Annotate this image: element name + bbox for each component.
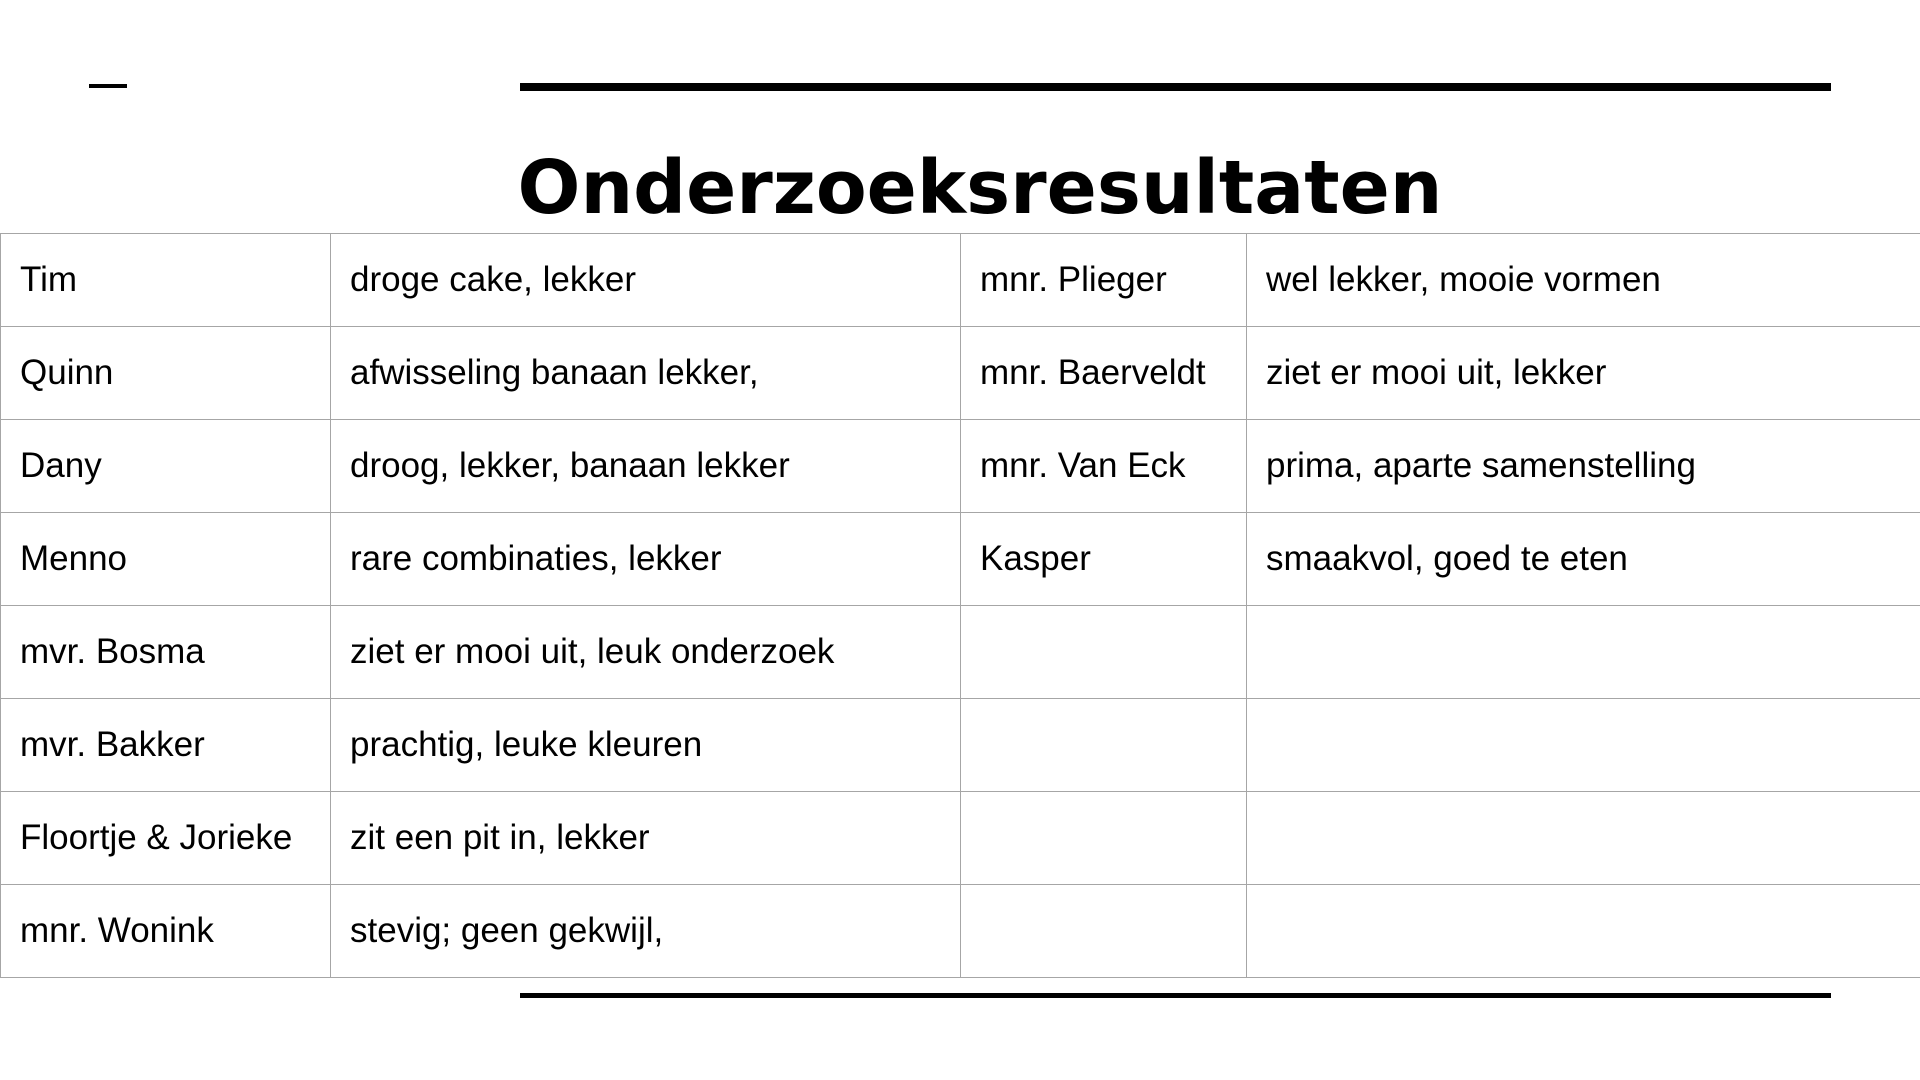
respondent-comment: ziet er mooi uit, leuk onderzoek xyxy=(331,606,961,699)
empty-cell xyxy=(961,885,1247,978)
respondent-name: mvr. Bakker xyxy=(1,699,331,792)
respondent-comment: ziet er mooi uit, lekker xyxy=(1247,327,1920,420)
respondent-name: Menno xyxy=(1,513,331,606)
top-rule xyxy=(520,83,1831,91)
respondent-name: mnr. Wonink xyxy=(1,885,331,978)
empty-cell xyxy=(1247,885,1920,978)
table-row xyxy=(1,420,1920,513)
respondent-name: mnr. Baerveldt xyxy=(961,327,1247,420)
table-row xyxy=(1,513,1920,606)
empty-cell xyxy=(1247,699,1920,792)
empty-cell xyxy=(1247,606,1920,699)
respondent-comment: droge cake, lekker xyxy=(331,234,961,327)
table-row xyxy=(1,234,1920,327)
respondent-comment: wel lekker, mooie vormen xyxy=(1247,234,1920,327)
respondent-name: Kasper xyxy=(961,513,1247,606)
respondent-name: Floortje & Jorieke xyxy=(1,792,331,885)
respondent-comment: zit een pit in, lekker xyxy=(331,792,961,885)
respondent-comment: smaakvol, goed te eten xyxy=(1247,513,1920,606)
respondent-name: mnr. Van Eck xyxy=(961,420,1247,513)
respondent-comment: stevig; geen gekwijl, xyxy=(331,885,961,978)
table-row xyxy=(1,792,1920,885)
respondent-name: Dany xyxy=(1,420,331,513)
slide-title: Onderzoeksresultaten xyxy=(517,145,1443,231)
table-row xyxy=(1,606,1920,699)
respondent-name: mnr. Plieger xyxy=(961,234,1247,327)
empty-cell xyxy=(961,792,1247,885)
respondent-comment: afwisseling banaan lekker, xyxy=(331,327,961,420)
respondent-comment: prachtig, leuke kleuren xyxy=(331,699,961,792)
results-table xyxy=(0,233,1920,978)
accent-dash xyxy=(89,84,127,88)
respondent-name: mvr. Bosma xyxy=(1,606,331,699)
respondent-comment: prima, aparte samenstelling xyxy=(1247,420,1920,513)
table-row xyxy=(1,327,1920,420)
respondent-comment: rare combinaties, lekker xyxy=(331,513,961,606)
respondent-comment: droog, lekker, banaan lekker xyxy=(331,420,961,513)
respondent-name: Quinn xyxy=(1,327,331,420)
empty-cell xyxy=(1247,792,1920,885)
respondent-name: Tim xyxy=(1,234,331,327)
table-row xyxy=(1,885,1920,978)
bottom-rule xyxy=(520,993,1831,998)
empty-cell xyxy=(961,606,1247,699)
table-row xyxy=(1,699,1920,792)
empty-cell xyxy=(961,699,1247,792)
